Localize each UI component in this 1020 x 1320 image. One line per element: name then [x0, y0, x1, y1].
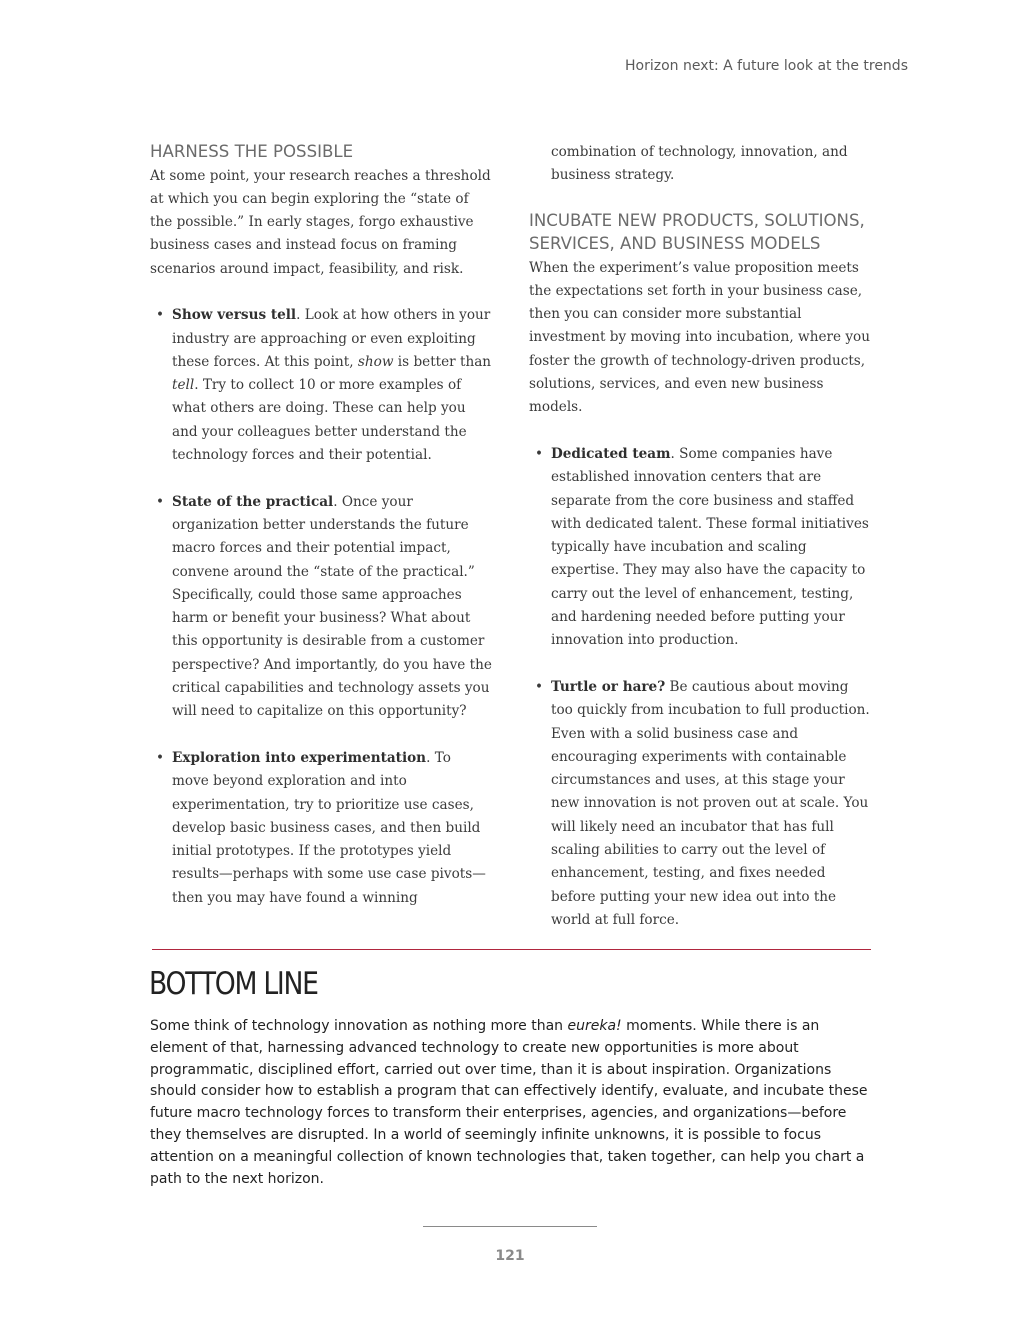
bullet-emphasis: show	[357, 353, 394, 370]
bullet-emphasis: tell	[172, 377, 195, 394]
bullet-continuation-text: combination of technology, innovation, and business strategy.	[551, 144, 848, 184]
bullet-text: . Some companies have established innovation centers that are separate from the core business and staffed with dedicated talent. These formal initiatives typically have incubation and scaling expertise. They may also have the capacity to carry out the level of enhancement, testing, and hardening needed before putting your innovation into production.	[551, 445, 869, 649]
bullet-exploration-into-experimentation	[150, 747, 492, 910]
bullet-text: . Look at how others in your industry are approaching or even exploiting these forces. At this point,	[172, 307, 491, 370]
right-column	[529, 141, 873, 932]
bullet-text: . To move beyond exploration and into experimentation, try to prioritize use cases, develop basic business cases, and then build initial prototypes. If the prototypes yield results—perhaps with some use case pivots—then you may have found a winning	[172, 749, 486, 906]
harness-intro-paragraph: At some point, your research reaches a threshold at which you can begin exploring the “state of the possible.” In early stages, forgo exhaustive business cases and instead focus on framing scenarios around impact, feasibility, and risk.	[150, 167, 491, 277]
section-divider-rule	[152, 949, 871, 950]
page-number: 121	[495, 1248, 525, 1264]
bullet-text: . Once your organization better understands the future macro forces and their potential impact, convene around the “state of the practical.” Specifically, could those same approaches harm or benefit your business? What about this opportunity is desirable from a customer perspective? And importantly, do you have the critical capabilities and technology assets you will need to capitalize on this opportunity?	[172, 493, 492, 720]
footer-rule	[423, 1226, 597, 1227]
incubate-bullet-list	[529, 443, 873, 932]
section-heading-harness: HARNESS THE POSSIBLE	[150, 142, 354, 161]
bullet-turtle-or-hare	[529, 676, 873, 932]
bullet-title: State of the practical	[172, 493, 334, 510]
bottom-line-paragraph	[150, 1016, 868, 1190]
incubate-intro-paragraph: When the experiment’s value proposition meets the expectations set forth in your business case, then you can consider more substantial investment by moving into incubation, where you foster the growth of technology-driven products, solutions, services, and even new business models.	[529, 259, 870, 416]
bullet-title: Turtle or hare?	[551, 678, 666, 695]
bottom-line-emphasis: eureka!	[567, 1018, 622, 1034]
bullet-text: is better than	[393, 353, 492, 370]
bottom-line-text: Some think of technology innovation as nothing more than	[150, 1018, 568, 1034]
bullet-state-of-the-practical	[150, 491, 492, 724]
harness-bullet-list	[150, 304, 492, 910]
bullet-dedicated-team	[529, 443, 873, 653]
running-header: Horizon next: A future look at the trends	[625, 58, 908, 74]
bullet-title: Dedicated team	[551, 445, 671, 462]
bullet-title: Show versus tell	[172, 307, 297, 324]
left-column	[150, 140, 492, 910]
bullet-title: Exploration into experimentation	[172, 749, 427, 766]
section-heading-incubate: INCUBATE NEW PRODUCTS, SOLUTIONS, SERVICES, AND BUSINESS MODELS	[529, 210, 865, 254]
bottom-line-text: moments. While there is an element of that, harnessing advanced technology to create new opportunities is more about programmatic, disciplined effort, carried out over time, than it is about inspiration. Organizations should consider how to establish a program that can effectively identify, evaluate, and incubate these future macro technology forces to transform their enterprises, agencies, and organizations—before they themselves are disrupted. In a world of seemingly infinite unknowns, it is possible to focus attention on a meaningful collection of known technologies that, taken together, can help you chart a path to the next horizon.	[150, 1018, 868, 1187]
bullet-show-versus-tell	[150, 304, 492, 467]
bullet-text: . Try to collect 10 or more examples of what others are doing. These can help you and your colleagues better understand the technology forces and their potential.	[172, 377, 467, 464]
bottom-line-title: BOTTOM LINE	[149, 966, 318, 1002]
bullet-text: Be cautious about moving too quickly from incubation to full production. Even with a solid business case and encouraging experiments with containable circumstances and uses, at this stage your new innovation is not proven out at scale. You will likely need an incubator that has full scaling abilities to carry out the level of enhancement, testing, and fixes needed before putting your new idea out into the world at full force.	[551, 678, 870, 928]
